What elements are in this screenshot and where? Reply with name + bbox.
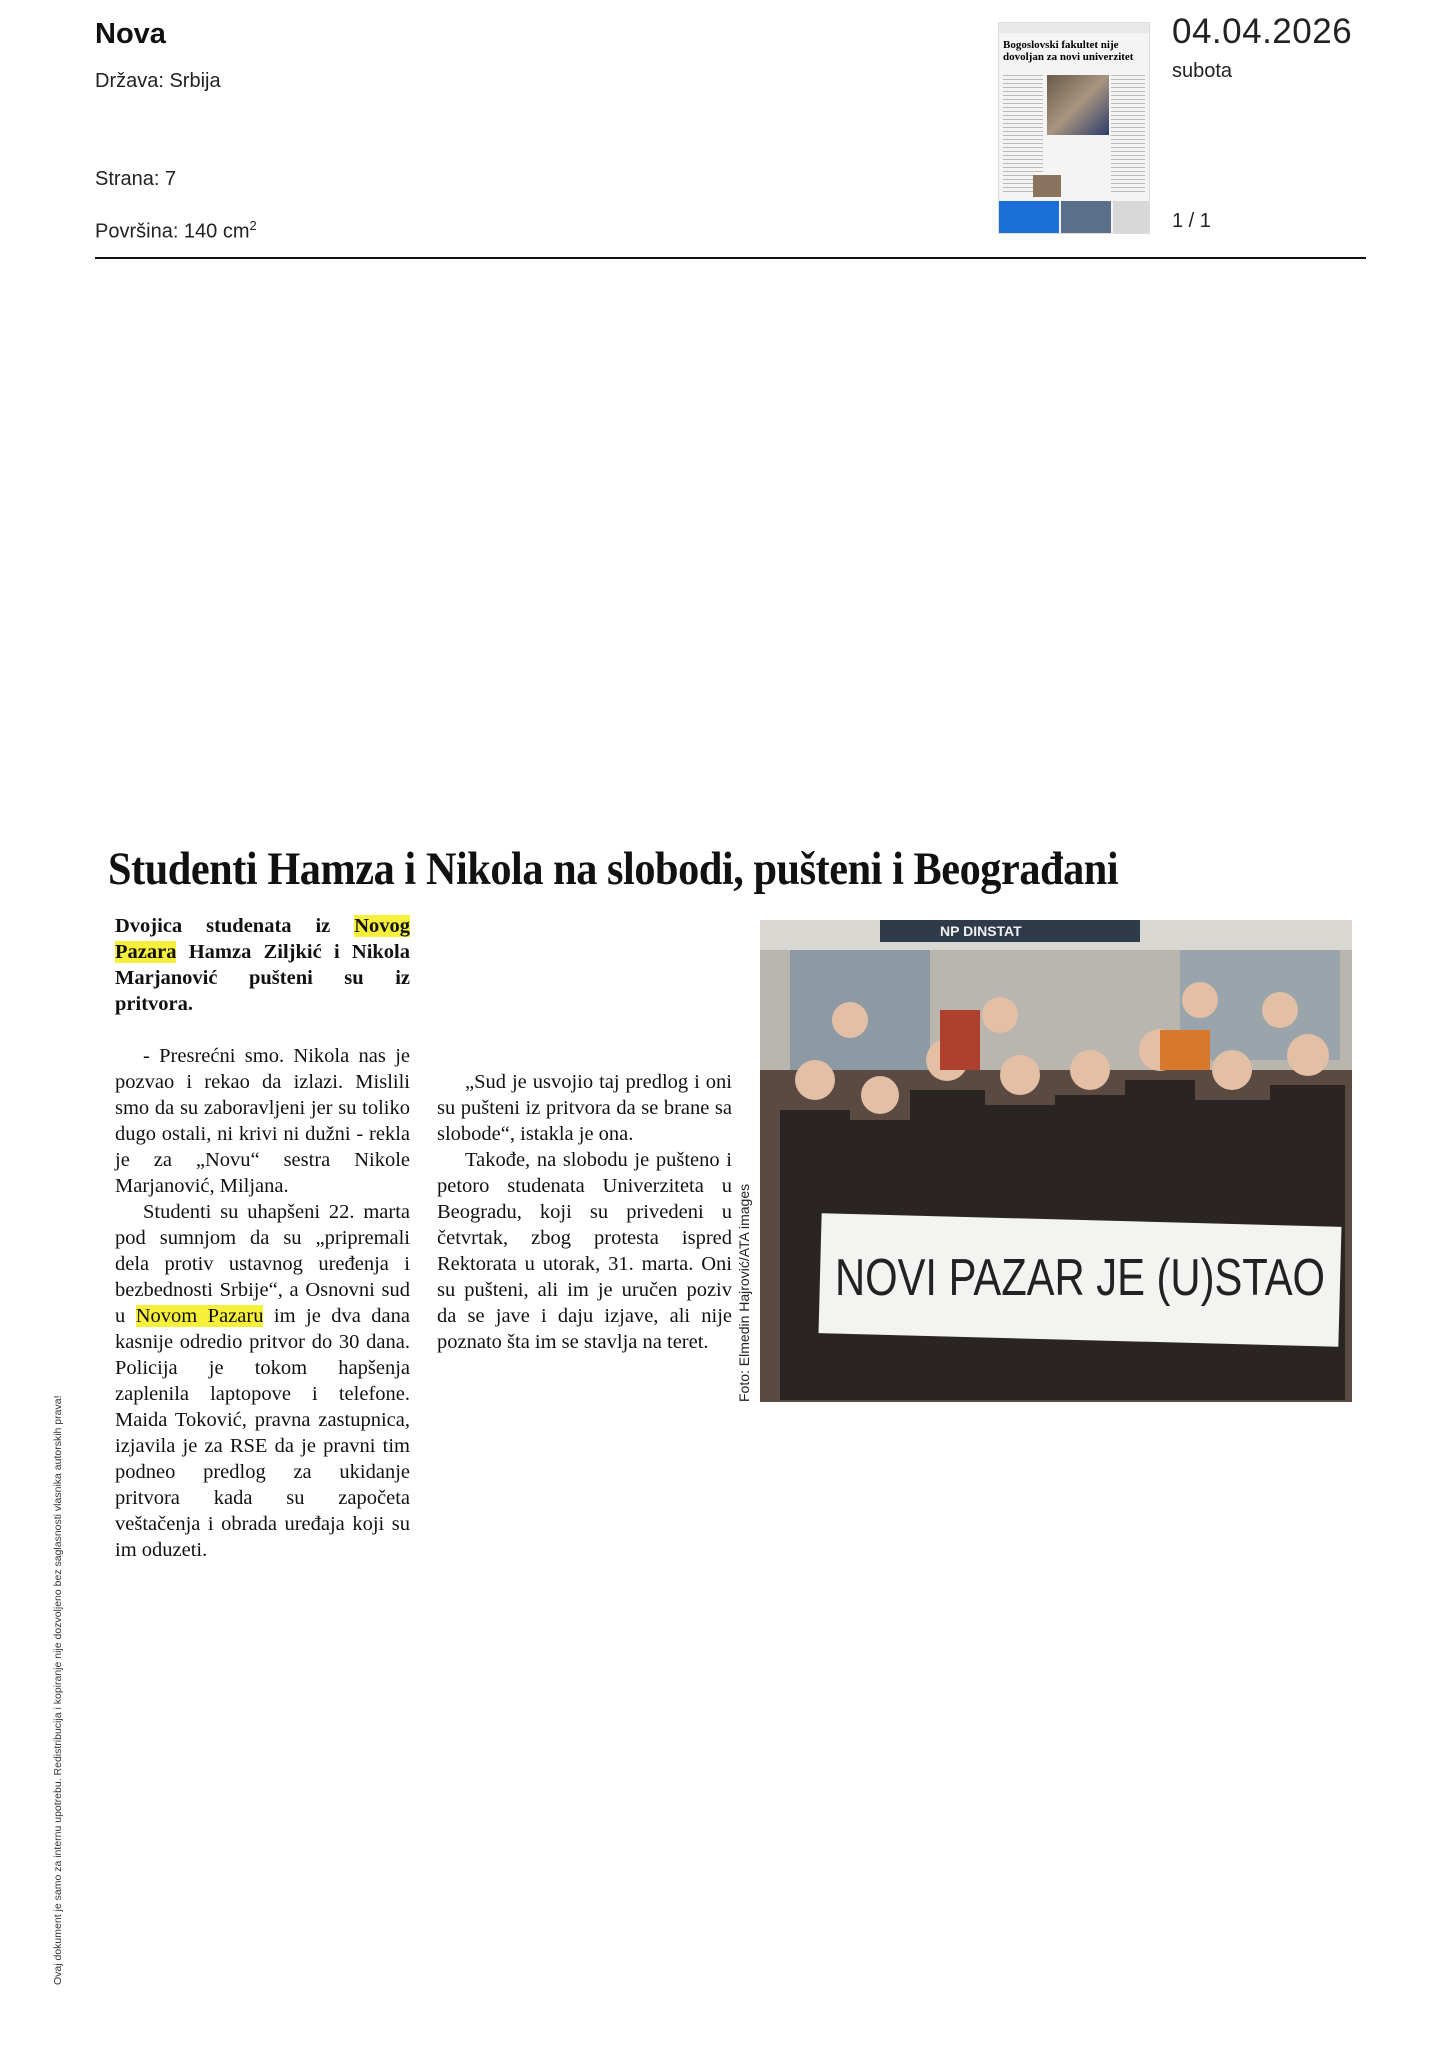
lead-text: Dvojica studenata iz bbox=[115, 915, 355, 937]
article-lead bbox=[115, 913, 410, 1017]
header-divider bbox=[95, 257, 1366, 259]
paragraph-text: im je dva dana kasnije odredio pritvor do 30 dana. Policija je tokom hapšenja zaplenila laptopove i telefone. Maida Toković, pravna zastupnica, izjavila je za RSE da je pravni tim podneo predlog za ukidanje pritvora kada su započeta veštačenja i obrada uređaja koji su im oduzeti. bbox=[115, 1305, 411, 1561]
article-column-1 bbox=[115, 913, 410, 1563]
highlighted-term: Novom Pazaru bbox=[135, 1305, 264, 1327]
thumbnail-topbar bbox=[999, 23, 1149, 33]
lead-text: Hamza Ziljkić i Nikola Marjanović pušteni su iz pritvora. bbox=[115, 941, 410, 1015]
article-column-2b bbox=[437, 1069, 732, 1355]
thumbnail-text-column bbox=[1111, 75, 1145, 195]
thumbnail-block bbox=[1113, 201, 1149, 233]
protest-photo-illustration bbox=[760, 920, 1352, 1402]
thumbnail-portrait bbox=[1033, 175, 1061, 197]
article-paragraph: - Presrećni smo. Nikola nas je pozvao i rekao da izlazi. Mislili smo da su zaboravljeni jer su toliko dugo ostali, ni krivi ni dužni - rekla je za „Novu“ sestra Nikole Marjanović, Miljana. bbox=[115, 1045, 410, 1197]
article-paragraph bbox=[115, 1199, 410, 1563]
paragraph-text: Studenti su uhapšeni 22. marta pod sumnjom da su „pripremali dela protiv ustavnog uređenja i bezbednosti Srbije“, a Osnovni sud u bbox=[115, 1201, 410, 1327]
article-paragraph: Takođe, na slobodu je pušteno i petoro studenata Univerziteta u Beogradu, koji su privedeni u četvrtak, zbog protesta ispred Rektorata u utorak, 31. marta. Oni su pušteni, ali im je uručen poziv da se jave i daju izjave, ali nije poznato šta im se stavlja na teret. bbox=[437, 1149, 732, 1353]
page-label: Strana: 7 bbox=[95, 168, 177, 190]
issue-date: 04.04.2026 bbox=[1172, 12, 1353, 51]
banner-text: NOVI PAZAR JE (U)STAO bbox=[835, 1249, 1325, 1307]
thumbnail-block bbox=[999, 201, 1059, 233]
copyright-notice: Ovaj dokument je samo za internu upotrebu. Redistribucija i kopiranje nije dozvoljeno bez saglasnosti vlasnika autorskih prava! bbox=[52, 1395, 64, 1985]
country-label: Država: Srbija bbox=[95, 70, 221, 92]
thumbnail-block bbox=[1061, 201, 1111, 233]
photo-credit: Foto: Elmedin Hajrović/ATA images bbox=[736, 1183, 752, 1402]
area-label bbox=[95, 218, 257, 244]
issue-weekday: subota bbox=[1172, 60, 1233, 82]
publication-name bbox=[95, 18, 166, 51]
article-paragraph: „Sud je usvojio taj predlog i oni su pušteni iz pritvora da se brane sa slobode“, istakla je ona. bbox=[437, 1071, 732, 1145]
page-thumbnail[interactable] bbox=[998, 22, 1150, 234]
highlighted-term: Novog Pazara bbox=[115, 915, 410, 963]
area-superscript: 2 bbox=[249, 218, 257, 233]
publication-title: Nova bbox=[95, 18, 166, 50]
area-text: Površina: 140 cm bbox=[95, 220, 250, 243]
article-headline: Studenti Hamza i Nikola na slobodi, pušteni i Beograđani bbox=[108, 843, 1119, 895]
article-photo bbox=[760, 920, 1352, 1402]
building-sign: NP DINSTAT bbox=[940, 923, 1022, 939]
thumbnail-photo bbox=[1047, 75, 1109, 135]
thumbnail-headline: Bogoslovski fakultet nije dovoljan za novi univerzitet bbox=[1003, 39, 1134, 63]
page-counter: 1 / 1 bbox=[1172, 210, 1211, 232]
